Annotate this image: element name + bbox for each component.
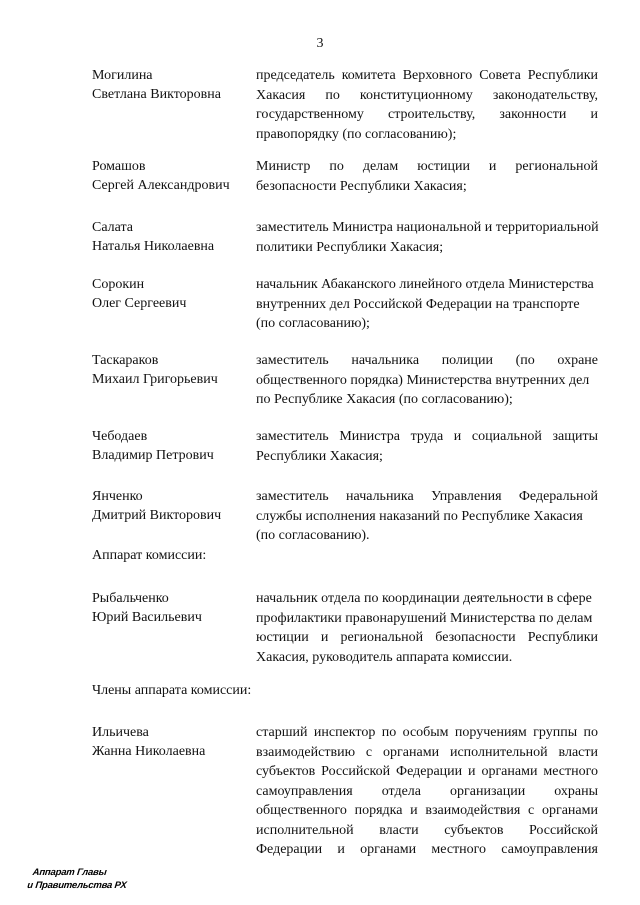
office-stamp: [27, 866, 129, 892]
position-line: по Республике Хакасия (по согласованию);: [256, 392, 513, 407]
member-surname: Чебодаев: [92, 429, 148, 444]
section-heading-apparatus-members: Члены аппарата комиссии:: [92, 683, 252, 698]
section-heading-apparatus: Аппарат комиссии:: [92, 548, 207, 563]
stamp-line: и Правительства РХ: [26, 880, 128, 891]
position-line: субъектов Российской Федерации и органами местного: [256, 764, 598, 779]
position-line: Хакасия, руководитель аппарата комиссии.: [256, 649, 513, 665]
member-name: [92, 218, 252, 256]
position-line: государственному строительству, законности и: [256, 107, 598, 122]
position-line: взаимодействию с органами исполнительной власти: [256, 744, 598, 760]
position-line: самоуправления отдела организации охраны: [256, 783, 598, 799]
member-given-names: Наталья Николаевна: [92, 239, 215, 254]
member-given-names: Светлана Викторовна: [92, 87, 221, 102]
member-given-names: Юрий Васильевич: [92, 610, 202, 625]
stamp-line: Аппарат Главы: [32, 867, 108, 878]
position-line: службы исполнения наказаний по Республике Хакасия: [256, 508, 583, 524]
position-line: Республики Хакасия;: [256, 448, 383, 464]
position-line: Федерации и органами местного самоуправления: [256, 842, 598, 857]
position-line: заместитель Министра труда и социальной защиты: [256, 429, 598, 444]
member-position: [256, 218, 598, 257]
member-surname: Рыбальченко: [92, 591, 169, 606]
position-line: общественного порядка и взаимодействия с органами: [256, 803, 598, 818]
position-line: (по согласованию).: [256, 528, 370, 543]
member-position: [256, 351, 598, 410]
position-line: начальник Абаканского линейного отдела Министерства: [256, 277, 594, 292]
member-position: [256, 157, 598, 196]
member-surname: Таскараков: [92, 353, 159, 368]
member-name: [92, 723, 252, 761]
position-line: Министр по делам юстиции и региональной: [256, 159, 598, 174]
member-given-names: Михаил Григорьевич: [92, 372, 218, 387]
member-position: [256, 427, 598, 466]
position-line: (по согласованию);: [256, 316, 370, 331]
member-given-names: Сергей Александрович: [92, 178, 230, 193]
member-given-names: Владимир Петрович: [92, 448, 214, 463]
member-position: [256, 487, 598, 546]
position-line: начальник отдела по координации деятельности в сфере: [256, 591, 592, 606]
member-surname: Салата: [92, 220, 134, 235]
position-line: заместитель начальника Управления Федеральной: [256, 489, 598, 504]
member-surname: Могилина: [92, 68, 153, 83]
member-given-names: Жанна Николаевна: [92, 744, 206, 759]
member-name: [92, 66, 252, 104]
position-line: заместитель Министра национальной и территориальной: [256, 220, 599, 235]
position-line: правопорядку (по согласованию);: [256, 126, 457, 142]
position-line: профилактики правонарушений Министерства по делам: [256, 610, 593, 626]
position-line: исполнительной власти субъектов Российской: [256, 822, 598, 838]
position-line: юстиции и региональной безопасности Республики: [256, 630, 598, 645]
member-surname: Ромашов: [92, 159, 146, 174]
position-line: председатель комитета Верховного Совета Республики: [256, 68, 598, 83]
member-surname: Янченко: [92, 489, 143, 504]
position-line: безопасности Республики Хакасия;: [256, 178, 467, 194]
member-name: [92, 275, 252, 313]
position-line: заместитель начальника полиции (по охране: [256, 353, 598, 368]
position-line: Хакасия по конституционному законодательству,: [256, 87, 598, 103]
member-name: [92, 589, 252, 627]
member-position: [256, 723, 598, 860]
member-name: [92, 487, 252, 525]
position-line: внутренних дел Российской Федерации на транспорте: [256, 296, 580, 312]
member-name: [92, 157, 252, 195]
member-name: [92, 351, 252, 389]
member-given-names: Олег Сергеевич: [92, 296, 187, 311]
member-position: [256, 275, 598, 334]
position-line: политики Республики Хакасия;: [256, 239, 444, 255]
member-given-names: Дмитрий Викторович: [92, 508, 222, 523]
member-position: [256, 66, 598, 144]
member-surname: Ильичева: [92, 725, 149, 740]
page-number: 3: [316, 36, 324, 51]
member-position: [256, 589, 598, 667]
member-surname: Сорокин: [92, 277, 145, 292]
position-line: старший инспектор по особым поручениям группы по: [256, 725, 598, 740]
member-name: [92, 427, 252, 465]
position-line: общественного порядка) Министерства внутренних дел: [256, 372, 590, 388]
